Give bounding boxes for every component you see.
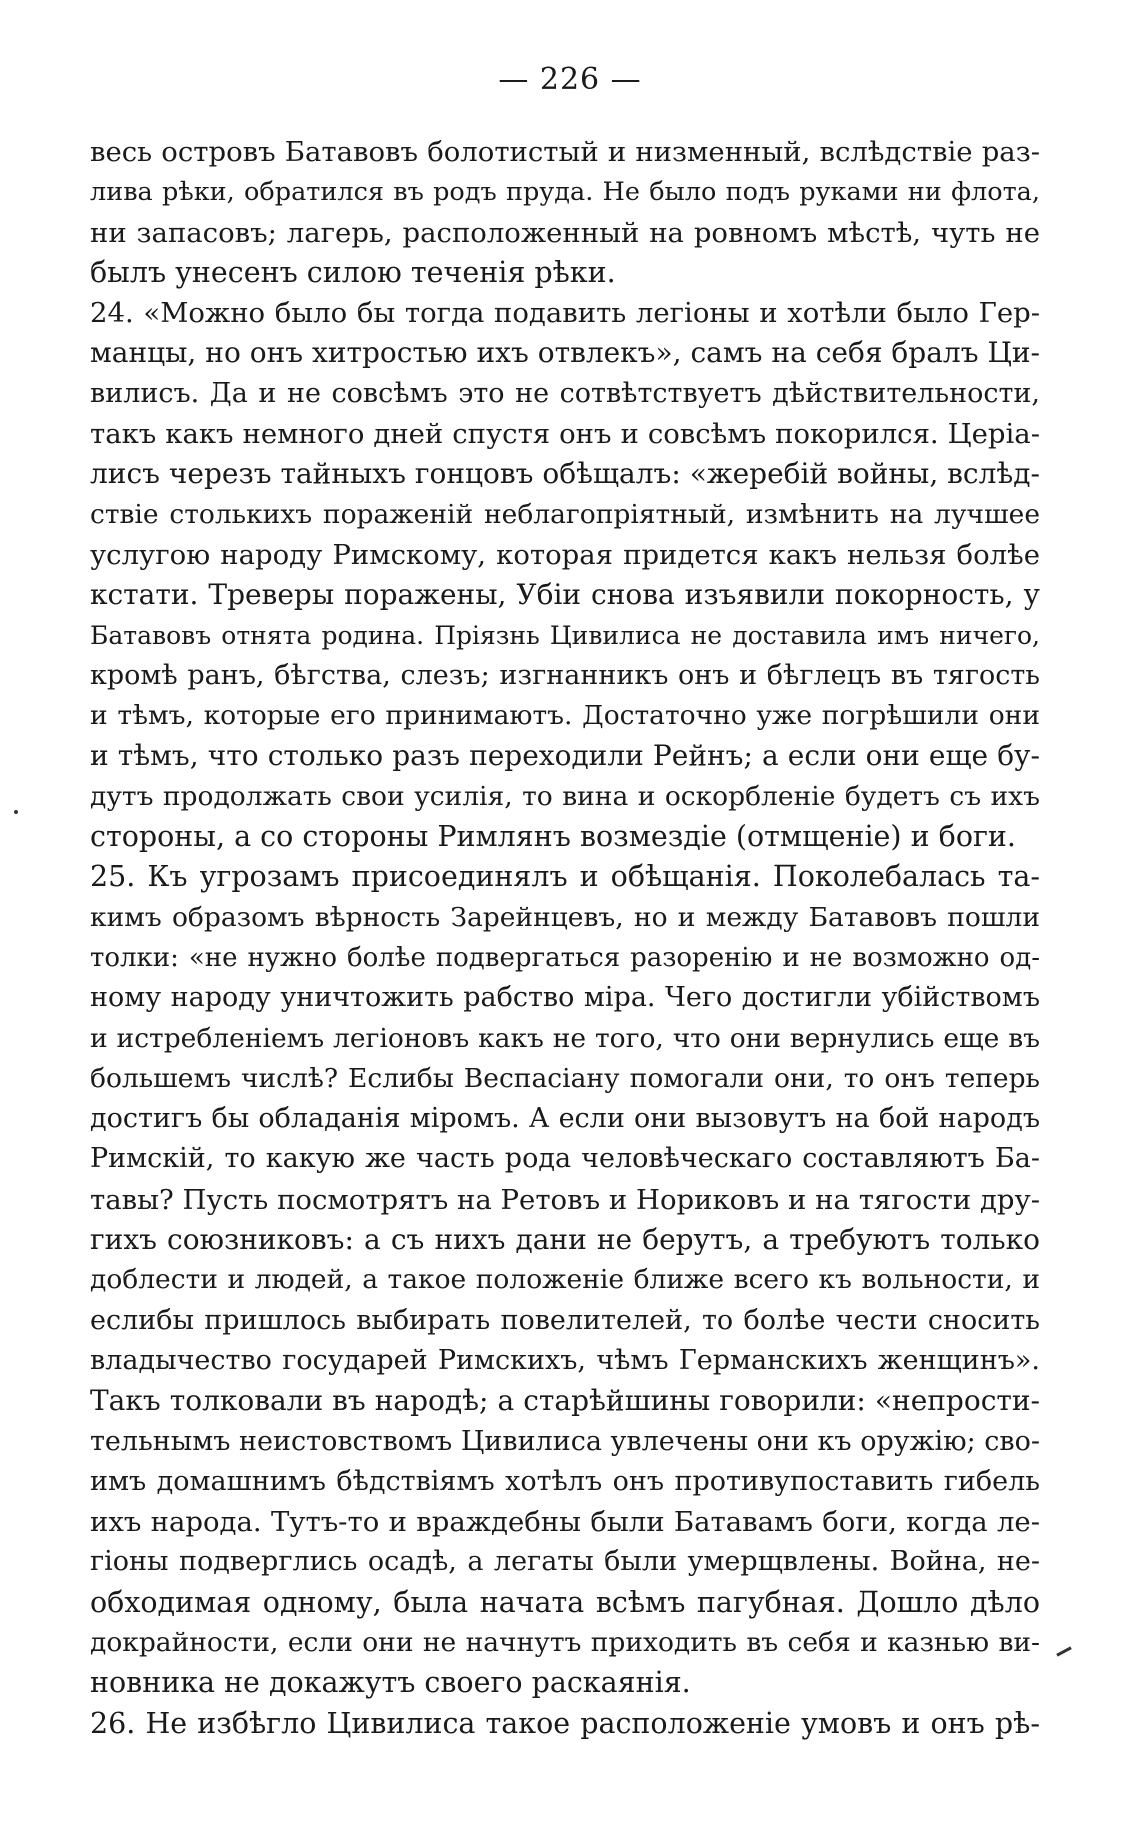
text-line: Такъ толковали въ народѣ; а старѣйшины говорили: «непрости- xyxy=(90,1384,1040,1418)
text-line: достигъ бы обладанія міромъ. А если они вызовутъ на бой народъ xyxy=(90,1103,1040,1135)
text-line: ни запасовъ; лагерь, расположенный на ровномъ мѣстѣ, чуть не xyxy=(90,216,1040,249)
text-line: владычество государей Римскихъ, чѣмъ Германскихъ женщинъ». xyxy=(90,1344,1040,1376)
body-text xyxy=(90,132,1040,1744)
text-line: весь островъ Батавовъ болотистый и низменный, вслѣдствіе раз- xyxy=(90,136,1040,168)
text-line: тельнымъ неистовствомъ Цивилиса увлечены они къ оружію; сво- xyxy=(90,1425,1040,1457)
text-line: Римскій, то какую же часть рода человѣческаго составляютъ Ба- xyxy=(90,1143,1040,1175)
text-line: 26. Не избѣгло Цивилиса такое расположеніе умовъ и онъ рѣ- xyxy=(90,1706,1040,1740)
text-line: стороны, а со стороны Римлянъ возмездіе (отмщеніе) и боги. xyxy=(90,820,1016,854)
text-line: еслибы пришлось выбирать повелителей, то болѣе чести сносить xyxy=(90,1304,1040,1336)
margin-dot-mark xyxy=(14,810,18,814)
page-number: — 226 — xyxy=(498,62,642,97)
text-line: тавы? Пусть посмотрятъ на Ретовъ и Нориковъ и на тягости дру- xyxy=(90,1183,1040,1216)
text-line: дутъ продолжать свои усилія, то вина и оскорбленіе будетъ съ ихъ xyxy=(90,780,1040,812)
text-line: и истребленіемъ легіоновъ какъ не того, что они вернулись еще въ xyxy=(90,1022,1040,1054)
text-line: 24. «Можно было бы тогда подавить легіоны и хотѣли было Гер- xyxy=(90,297,1040,330)
text-line: гихъ союзниковъ: а съ нихъ дани не берутъ, а требуютъ только xyxy=(90,1223,1040,1257)
text-line: услугою народу Римскому, которая придется какъ нельзя болѣе xyxy=(90,538,1040,571)
text-line: Батавовъ отнята родина. Пріязнь Цивилиса не доставила имъ ничего, xyxy=(90,620,1040,650)
text-line: обходимая одному, была начата всѣмъ пагубная. Дошло дѣло xyxy=(90,1585,1040,1619)
text-line: лисъ черезъ тайныхъ гонцовъ обѣщалъ: «жеребій войны, вслѣд- xyxy=(90,457,1040,491)
text-line: манцы, но онъ хитростью ихъ отвлекъ», самъ на себя бралъ Ци- xyxy=(90,336,1040,370)
text-line: ствіе столькихъ пораженій неблагопріятный, измѣнить на лучшее xyxy=(90,498,1040,530)
text-line: имъ домашнимъ бѣдствіямъ хотѣлъ онъ противупоставить гибель xyxy=(90,1465,1040,1497)
text-line: толки: «не нужно болѣе подвергаться разоренію и не возможно од- xyxy=(90,942,1040,973)
text-line: вилисъ. Да и не совсѣмъ это не сотвѣтствуетъ дѣйствительности, xyxy=(90,377,1040,409)
margin-pencil-mark xyxy=(1056,1646,1072,1656)
text-line: лива рѣки, обратился въ родъ пруда. Не было подъ руками ни флота, xyxy=(90,177,1040,208)
text-line: доблести и людей, а такое положеніе ближе всего къ вольности, и xyxy=(90,1264,1040,1296)
text-line: новника не докажутъ своего раскаянія. xyxy=(90,1666,691,1700)
text-line: 25. Къ угрозамъ присоединялъ и обѣщанія. Поколебалась та- xyxy=(90,860,1040,894)
text-line: кромѣ ранъ, бѣгства, слезъ; изгнанникъ онъ и бѣглецъ въ тягость xyxy=(90,659,1040,691)
text-line: и тѣмъ, что столько разъ переходили Рейнъ; а если они еще бу- xyxy=(90,739,1040,773)
text-line: большемъ числѣ? Еслибы Веспасіану помогали они, то онъ теперь xyxy=(90,1062,1040,1094)
text-line: былъ унесенъ силою теченія рѣки. xyxy=(90,255,616,289)
text-line: кимъ образомъ вѣрность Зарейнцевъ, но и между Батавовъ пошли xyxy=(90,901,1040,933)
text-line: и тѣмъ, которые его принимаютъ. Достаточно уже погрѣшили они xyxy=(90,700,1040,732)
text-line: кстати. Треверы поражены, Убіи снова изъявили покорность, у xyxy=(90,578,1040,612)
text-line: ихъ народа. Тутъ-то и враждебны были Батавамъ боги, когда ле- xyxy=(90,1506,1040,1539)
text-line: такъ какъ немного дней спустя онъ и совсѣмъ покорился. Церіа- xyxy=(90,418,1040,451)
text-line: ному народу уничтожить рабство міра. Чего достигли убійствомъ xyxy=(90,982,1040,1014)
text-line: гіоны подверглись осадѣ, а легаты были умерщвлены. Война, не- xyxy=(90,1546,1040,1578)
text-line: докрайности, если они не начнутъ приходить въ себя и казнью ви- xyxy=(90,1626,1040,1658)
